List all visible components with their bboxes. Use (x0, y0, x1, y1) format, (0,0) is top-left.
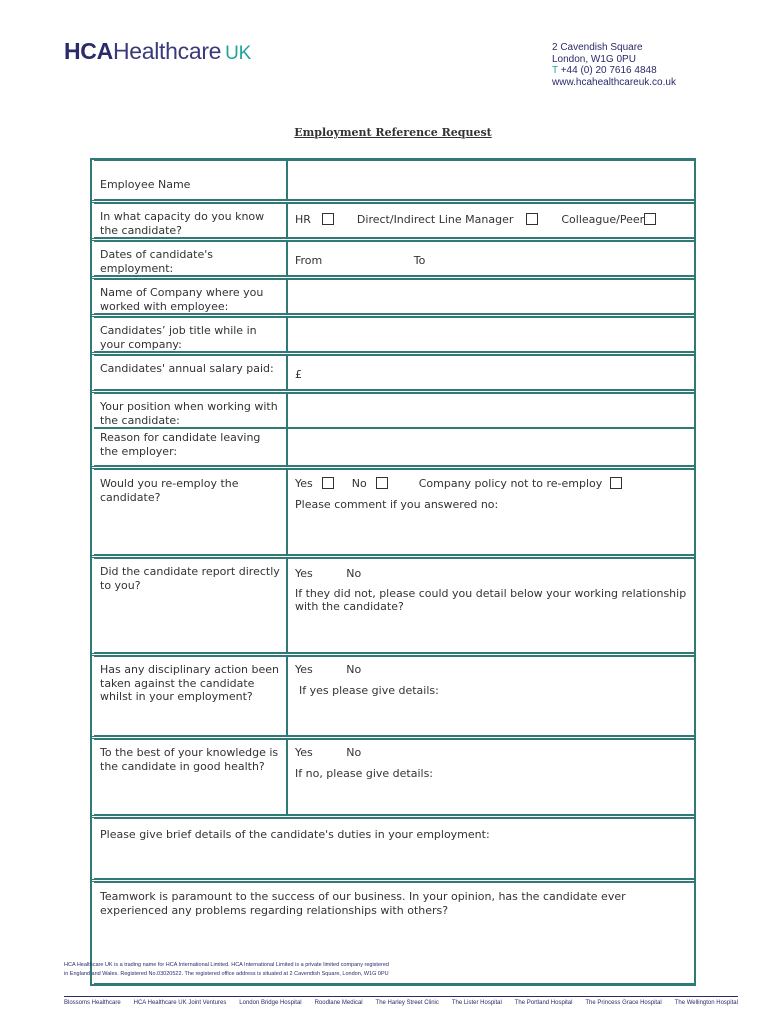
reference-form (90, 158, 696, 986)
row-capacity (92, 203, 694, 238)
reemploy-yes-label: Yes (295, 477, 313, 490)
teamwork-label: Teamwork is paramount to the success of our business. In your opinion, has the candidate ever experienced any problems regarding relationships with others? (100, 890, 626, 917)
disciplinary-detail-prompt: If yes please give details: (299, 683, 439, 697)
row-report (92, 558, 694, 653)
row-salary (92, 355, 694, 390)
job-title-label: Candidates’ job title while in your company: (94, 317, 287, 352)
capacity-hr-label: HR (295, 213, 311, 226)
capacity-label: In what capacity do you know the candidate? (94, 203, 287, 238)
address-line2: London, W1G 0PU (552, 53, 636, 65)
logo-hca: HCA (64, 38, 113, 64)
duties-field[interactable] (94, 818, 694, 879)
reason-field[interactable] (287, 428, 694, 466)
reemploy-policy-label: Company policy not to re-employ (418, 477, 603, 490)
address-block (552, 42, 676, 88)
disciplinary-field (287, 656, 694, 736)
footer-link[interactable]: Blossoms Healthcare (64, 1000, 121, 1006)
salary-field[interactable] (287, 355, 694, 390)
position-field[interactable] (287, 393, 694, 428)
row-health (92, 739, 694, 815)
logo-uk: UK (225, 43, 251, 64)
reason-label: Reason for candidate leaving the employer: (94, 428, 287, 466)
report-detail-prompt: If they did not, please could you detail below your working relationship with the candidate? (295, 586, 687, 613)
reemploy-policy-checkbox[interactable] (610, 477, 622, 489)
disciplinary-yes-option[interactable]: Yes (295, 663, 313, 676)
row-job-title (92, 317, 694, 352)
report-yes-option[interactable]: Yes (295, 567, 313, 580)
footer-link[interactable]: London Bridge Hospital (239, 1000, 302, 1006)
reemploy-yes-checkbox[interactable] (322, 477, 334, 489)
employee-name-label: Employee Name (94, 160, 287, 200)
report-field (287, 558, 694, 653)
health-label: To the best of your knowledge is the candidate in good health? (94, 739, 287, 815)
row-reemploy (92, 469, 694, 555)
reemploy-field (287, 469, 694, 555)
footer-link[interactable]: The Harley Street Clinic (375, 1000, 439, 1006)
health-yes-option[interactable]: Yes (295, 746, 313, 759)
page-title: Employment Reference Request (294, 126, 492, 139)
capacity-hr-checkbox[interactable] (322, 213, 334, 225)
disciplinary-label: Has any disciplinary action been taken against the candidate whilst in your employment? (94, 656, 287, 736)
job-title-field[interactable] (287, 317, 694, 352)
row-position (92, 393, 694, 428)
company-label: Name of Company where you worked with employee: (94, 279, 287, 314)
footer-link[interactable]: The Portland Hospital (514, 1000, 573, 1006)
position-label: Your position when working with the candidate: (94, 393, 287, 428)
phone-line (552, 65, 676, 77)
footer-link[interactable]: The Wellington Hospital (674, 1000, 738, 1006)
row-dates (92, 241, 694, 276)
row-company (92, 279, 694, 314)
legal-line1: HCA Healthcare UK is a trading name for HCA International Limited. HCA International Limited is a private limited company registered (64, 962, 389, 968)
row-reason (92, 428, 694, 466)
footer-links (64, 996, 738, 1006)
capacity-manager-checkbox[interactable] (526, 213, 538, 225)
dates-label: Dates of candidate's employment: (94, 241, 287, 276)
logo-healthcare: Healthcare (112, 38, 222, 64)
hca-healthcare-logo (64, 38, 251, 65)
phone-prefix: T (552, 65, 558, 76)
disciplinary-no-option[interactable]: No (346, 663, 362, 676)
company-field[interactable] (287, 279, 694, 314)
salary-currency: £ (295, 368, 302, 381)
dates-field (287, 241, 694, 276)
website[interactable]: www.hcahealthcareuk.co.uk (552, 76, 676, 88)
capacity-colleague-checkbox[interactable] (644, 213, 656, 225)
salary-label: Candidates' annual salary paid: (94, 355, 287, 390)
footer-link[interactable]: The Princess Grace Hospital (585, 1000, 662, 1006)
capacity-colleague-label: Colleague/Peer (561, 213, 645, 226)
dates-to-label[interactable]: To (413, 254, 426, 267)
dates-from-label[interactable]: From (295, 254, 323, 267)
footer-link[interactable]: HCA Healthcare UK Joint Ventures (133, 1000, 227, 1006)
report-label: Did the candidate report directly to you? (94, 558, 287, 653)
phone-number: +44 (0) 20 7616 4848 (560, 65, 657, 76)
employee-name-field[interactable] (287, 160, 694, 200)
health-field (287, 739, 694, 815)
reemploy-no-label: No (351, 477, 367, 490)
footer-link[interactable]: The Lister Hospital (451, 1000, 502, 1006)
report-no-option[interactable]: No (346, 567, 362, 580)
capacity-manager-label: Direct/Indirect Line Manager (356, 213, 514, 226)
row-employee-name (92, 160, 694, 200)
reemploy-comment-prompt: Please comment if you answered no: (295, 497, 499, 511)
legal-footer (64, 961, 389, 979)
health-no-option[interactable]: No (346, 746, 362, 759)
address-line1: 2 Cavendish Square (552, 42, 643, 53)
health-detail-prompt: If no, please give details: (295, 766, 434, 780)
duties-label: Please give brief details of the candidate's duties in your employment: (100, 828, 490, 841)
legal-line2: in England and Wales. Registered No.03020522. The registered office address is situated at 2 Cavendish Square, London, W1G 0PU (64, 971, 389, 977)
reemploy-no-checkbox[interactable] (376, 477, 388, 489)
footer-link[interactable]: Roodlane Medical (314, 1000, 363, 1006)
row-duties (92, 818, 694, 879)
capacity-field (287, 203, 694, 238)
row-disciplinary (92, 656, 694, 736)
reemploy-label: Would you re-employ the candidate? (94, 469, 287, 555)
